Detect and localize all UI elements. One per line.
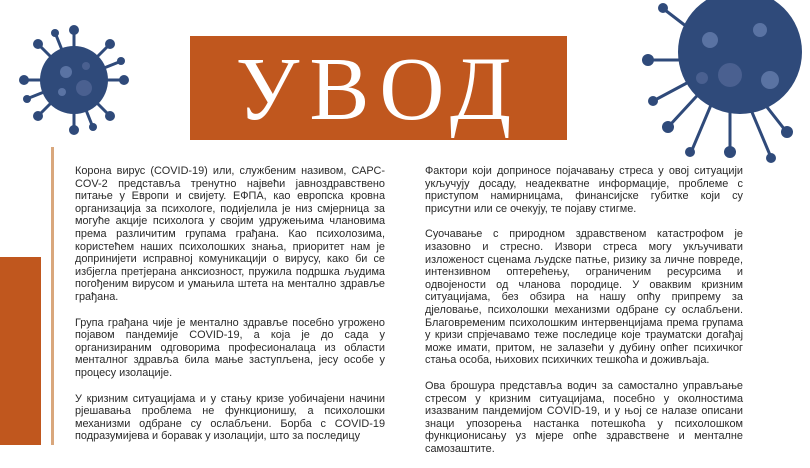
left-accent-line xyxy=(51,147,54,445)
page-title: УВОД xyxy=(235,40,522,139)
paragraph: Ова брошура представља водич за самостално управљање стресом у кризним ситуацијама, посебно у околностима изазваним пандемијом COVID-19, и у њој се налазе описани знаци упозорења настанка потешкоћа у психолошком функционисању уз мјере опће здравствене и менталне самозаштите. xyxy=(425,379,743,455)
paragraph: Група грађана чије је ментално здравље посебно угрожено појавом пандемије COVID-19, а која је до сада у организираним одговорима професионалаца из области менталног здравља била мање заступљена, јесу особе у процесу изолације. xyxy=(75,316,385,379)
virus-icon xyxy=(14,20,134,140)
paragraph: Суочавање с природном здравственом катастрофом је изазовно и стресно. Извори стреса могу укључивати изложеност сценама људске патње, ризику за личне повреде, интензивном оптерећењу, ограниченим ресурсима и одвојености од чланова породице. У оваквим кризним ситуацијама, без обзира на нашу опћу припрему за дјеловање, психолошки механизми одбране су ослабљени. Благовременим психолошким интервенцијама према групама у кризи спрјечавамо теже последице које трауматски догађај може имати, притом, не залазећи у дубину опћег психичког стања особа, њихових психичких тешкоћа и доживљаја. xyxy=(425,228,743,367)
left-accent-bar xyxy=(0,257,41,445)
left-column xyxy=(75,165,385,456)
paragraph: Фактори који доприносе појачавању стреса у овој ситуацији укључују досаду, неадекватне информације, проблеме с приступом намирницама, финансијске губитке који су присутни или се очекују, те појаву стигме. xyxy=(425,165,743,215)
title-banner xyxy=(190,36,567,140)
right-column xyxy=(425,165,743,468)
paragraph: Корона вирус (COVID-19) или, службеним називом, САРС-COV-2 представља тренутно највећи јавноздравствено питање у Европи и свијету. ЕФПА, као европска кровна организација за психологе, подијелила је низ смјерница за могуће акције психолога у својим удружењима члановима према различитим групама грађана. Као психолозима, користећем наших психолошких знања, приоритет нам је допринијети исправној комуникацији о вирусу, како би се избјегла претјерана анксиозност, пружила подршка људима погођеним вирусом и умањила штета на ментално здравље грађана. xyxy=(75,165,385,303)
paragraph: У кризним ситуацијама и у стању кризе уобичајени начини рјешавања проблема не функционишу, а психолошки механизми одбране су ослабљени. Борба с COVID-19 подразумијева и боравак у изолацији, што за последицу xyxy=(75,392,385,443)
